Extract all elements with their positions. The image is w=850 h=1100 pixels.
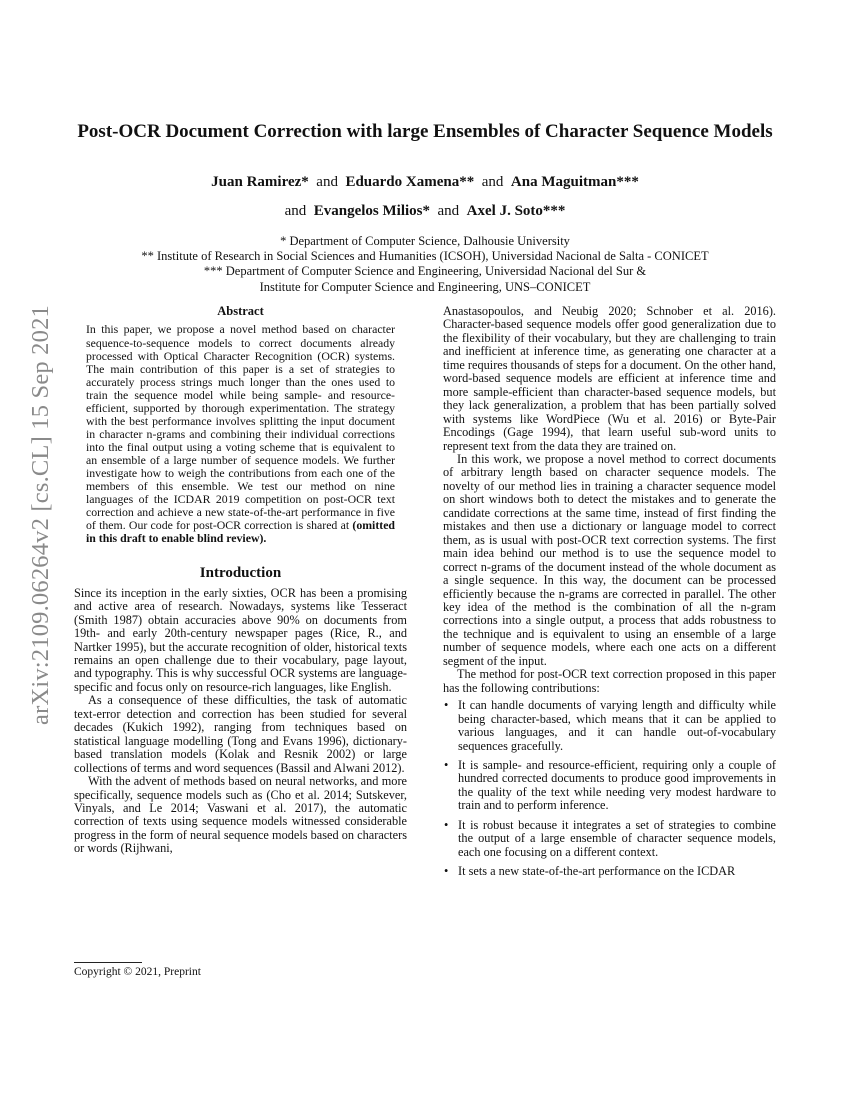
- contribution-text: It is sample- and resource-efficient, requiring only a couple of hundred corrected documents to produce good improvements in the quality of the text while needing very modest hardware to train and to perform inference.: [458, 757, 776, 813]
- intro-paragraph-3-continued: Anastasopoulos, and Neubig 2020; Schnober et al. 2016). Character-based sequence models offer good generalization due to the flexibility of their vocabulary, but they are challenging to train and inefficient at inference time, as generating one character at a time requires thousands of steps for a document. On the other hand, word-based sequence models are efficient at inference time and more sample-efficient than character-based sequence models, but they lack generalization, a problem that has been partially solved with systems like WordPiece (Wu et al. 2016) or Byte-Pair Encodings (Gage 1994), that learn useful sub-word units to represent text from the data they are trained on.: [443, 304, 776, 453]
- affiliation-icsoh: ** Institute of Research in Social Sciences and Humanities (ICSOH), Universidad Nacional de Salta - CONICET: [141, 249, 709, 264]
- author-conjunction: and: [481, 174, 504, 190]
- abstract-paragraph: [86, 323, 395, 545]
- intro-paragraph-1: Since its inception in the early sixties, OCR has been a promising and active area of research. Nowadays, systems like Tesseract (Smith 1987) obtain accuracies above 90% on documents from 19th- and early 20th-century newspaper pages (Rice, R., and Nartker 1995), but the accurate recognition of older, historical texts remains an open challenge due to their vocabulary, page layout, and typography. This is why successful OCR systems are language-specific and focus only on resource-rich languages, like English.: [74, 585, 407, 694]
- affiliations: [70, 234, 780, 295]
- affiliation-dalhousie: * Department of Computer Science, Dalhousie University: [280, 234, 570, 248]
- bullet-icon: •: [444, 698, 449, 713]
- bullet-icon: •: [444, 817, 449, 832]
- author-conjunction: and: [316, 174, 338, 190]
- author-ana-maguitman: Ana Maguitman***: [510, 174, 639, 190]
- abstract-text: In this paper, we propose a novel method based on character sequence-to-sequence models to correct documents already processed with Optical Character Recognition (OCR) systems. The main contribution of this paper is a set of strategies to accurately process strings much longer than the ones used to train the sequence model while being sample- and resource-efficient, supported by thorough experimentation. The strategy with the best performance involves splitting the input document in character n-grams and combining their individual corrections into the final output using a voting scheme that is equivalent to an ensemble of a large number of sequence models. We further investigate how to weigh the contributions from each one of the members of this ensemble. We test our method on nine languages of the ICDAR 2019 competition on post-OCR text correction and achieve a new state-of-the-art performance in five of them. Our code for post-OCR correction is shared at: [86, 322, 395, 533]
- author-conjunction: and: [437, 203, 460, 219]
- intro-paragraph-4: In this work, we propose a novel method to correct documents of arbitrary length based on character sequence models. The novelty of our method lies in training a character sequence model on short windows both to detect the mistakes and to generate the candidate corrections at the same time, instead of first finding the mistakes and then use a dictionary or language model to correct them, as is usual with post-OCR text correction systems. The first main idea behind our method is to use the sequence model to correct n-grams of the document instead of the whole document as a single sequence. In this way, the document can be processed efficiently because the n-grams are corrected in parallel. The other key idea of the method is the combination of all the n-gram corrections into a single output, a process that adds robustness to the technique and is equivalent to using an ensemble of a large number of sequence models, where each one acts on a different segment of the input.: [443, 451, 776, 668]
- right-column: [443, 305, 776, 885]
- author-juan-ramirez: Juan Ramirez*: [211, 174, 309, 190]
- paper-title: Post-OCR Document Correction with large Ensembles of Character Sequence Models: [77, 121, 773, 142]
- abstract-code-note: (omitted in this draft to enable blind review).: [86, 518, 395, 546]
- contribution-item: [443, 699, 776, 753]
- affiliation-uns: *** Department of Computer Science and Engineering, Universidad Nacional del Sur &: [203, 264, 647, 279]
- intro-paragraph-3: With the advent of methods based on neural networks, and more specifically, sequence models such as (Cho et al. 2014; Sutskever, Vinyals, and Le 2014; Vaswani et al. 2017), the automatic correction of texts using sequence models witnessed considerable progress in the form of neural sequence models based on characters or words (Rijhwani,: [74, 774, 407, 856]
- arxiv-identifier: [22, 295, 60, 735]
- contributions-list: [443, 699, 776, 878]
- arxiv-identifier-text: arXiv:2109.06264v2 [cs.CL] 15 Sep 2021: [27, 305, 55, 725]
- bullet-icon: •: [444, 864, 449, 879]
- author-eduardo-xamena: Eduardo Xamena**: [345, 174, 475, 190]
- contribution-item: [443, 819, 776, 859]
- intro-paragraph-5: The method for post-OCR text correction proposed in this paper has the following contributions:: [443, 667, 776, 695]
- author-conjunction: and: [284, 203, 307, 219]
- author-line-2: [70, 202, 780, 221]
- introduction-heading: Introduction: [199, 565, 282, 582]
- contribution-text: It can handle documents of varying length and difficulty while being character-based, which means that it can be applied to various languages, and it can handle out-of-vocabulary sequences gracefully.: [458, 698, 776, 753]
- bullet-icon: •: [444, 757, 449, 772]
- affiliation-icic: Institute for Computer Science and Engineering, UNS–CONICET: [259, 279, 591, 294]
- contribution-text: It is robust because it integrates a set of strategies to combine the output of a large ensemble of character sequence models, each one focusing on a different context.: [458, 817, 776, 859]
- intro-paragraph-2: As a consequence of these difficulties, the task of automatic text-error detection and correction has been studied for several decades (Kukich 1992), ranging from techniques based on statistical language modelling (Tong and Evans 1996), dictionary-based translation models (Kolak and Resnik 2002) or large collections of terms and word sequences (Bassil and Alwani 2012).: [74, 693, 407, 775]
- author-evangelos-milios: Evangelos Milios*: [313, 203, 430, 219]
- contribution-item: [443, 865, 776, 878]
- copyright-footnote: Copyright © 2021, Preprint: [74, 966, 201, 978]
- abstract-heading: Abstract: [217, 304, 264, 318]
- author-line-1: [70, 173, 780, 192]
- abstract-body: [74, 323, 407, 545]
- contribution-item: [443, 759, 776, 813]
- author-axel-soto: Axel J. Soto***: [466, 203, 566, 219]
- footnote-divider: [74, 962, 142, 963]
- left-column: [74, 305, 407, 856]
- contribution-text: It sets a new state-of-the-art performance on the ICDAR: [458, 864, 736, 879]
